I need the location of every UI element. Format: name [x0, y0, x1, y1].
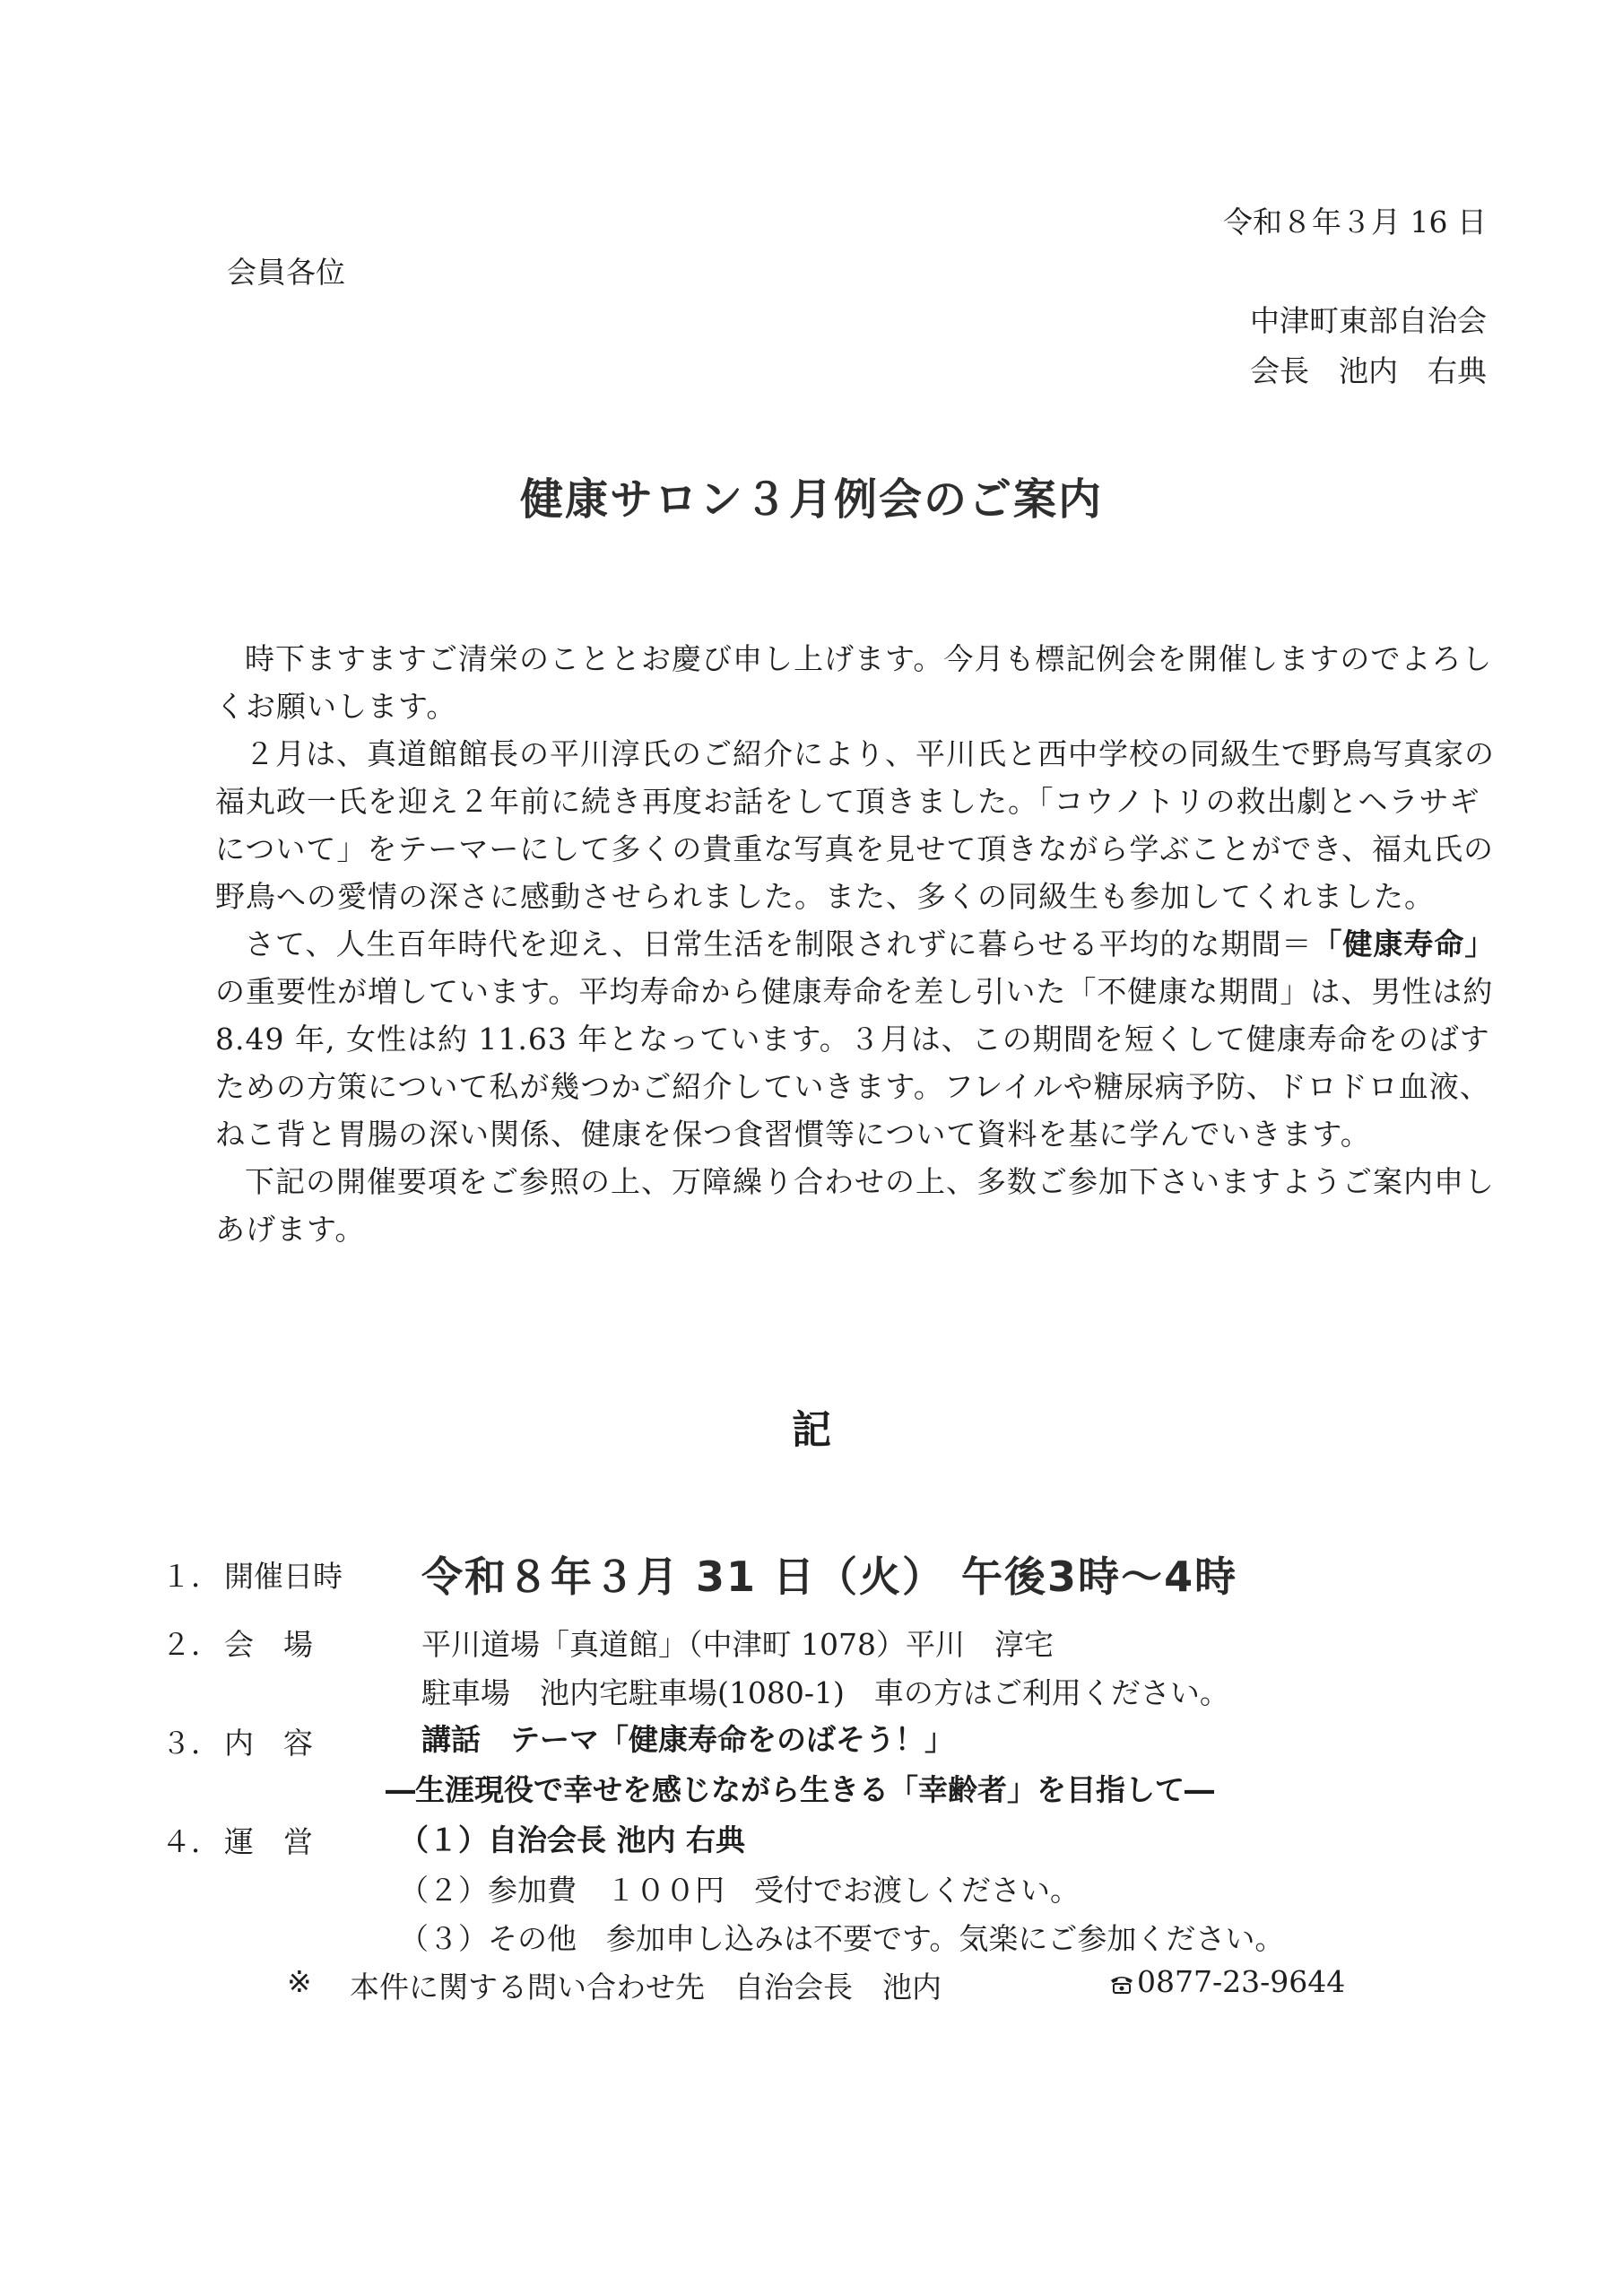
item-label-content: 内 容 — [224, 1726, 313, 1761]
lecture-theme: 講話 テーマ「健康寿命をのばそう！」 — [421, 1722, 954, 1757]
item-number: １． — [161, 1559, 221, 1594]
telephone-icon — [1108, 1973, 1135, 1995]
body-paragraph-february-report: ２月は、真道館館長の平川淳氏のご紹介により、平川氏と西中学校の同級生で野鳥写真家の福丸政一氏を迎え２年前に続き再度お話をして頂きました。「コウノトリの救出劇とヘラサギについて」をテーマーにして多くの貴重な写真を見せて頂きながら学ぶことができ、福丸氏の野鳥への愛情の深さに感動させられました。また、多くの同級生も参加してくれました。 — [215, 736, 1495, 914]
document-title: 健康サロン３月例会のご案内 — [519, 474, 1103, 525]
paragraph-text: の重要性が増しています。平均寿命から健康寿命を差し引いた「不健康な期間」は、男性は約 8.49 年, 女性は約 11.63 年となっています。３月は、この期間を短くして健康寿命をのばすための方策について私が幾つかご紹介していきます。フレイルや糖尿病予防、ドロドロ血液、ねこ背と胃腸の深い関係、健康を保つ食習慣等について資料を基に学んでいきます。 — [215, 974, 1494, 1152]
lecture-subtitle: ―生涯現役で幸せを感じながら生きる「幸齢者」を目指して― — [386, 1772, 1214, 1807]
paragraph-text: さて、人生百年時代を迎え、日常生活を制限されずに暮らせる平均的な期間＝ — [245, 926, 1313, 961]
event-datetime: 令和８年３月 31 日（火） 午後3時～4時 — [421, 1552, 1238, 1601]
note-mark: ※ — [287, 1964, 312, 1999]
addressee: 会員各位 — [227, 255, 345, 290]
item-number: ３． — [161, 1726, 221, 1761]
body-paragraph-march-topic — [215, 920, 1499, 1158]
organization-name: 中津町東部自治会 — [1250, 303, 1487, 338]
operation-other: （３）その他 参加申し込みは不要です。気楽にご参加ください。 — [399, 1921, 1285, 1956]
emphasis-healthy-life-expectancy: 「健康寿命」 — [1312, 926, 1496, 961]
phone-number: 0877-23-9644 — [1137, 1964, 1346, 1999]
item-number: ４． — [161, 1824, 221, 1859]
venue-address: 平川道場「真道館」（中津町 1078）平川 淳宅 — [421, 1627, 1054, 1662]
item-label-datetime: 開催日時 — [224, 1559, 343, 1594]
item-number: ２． — [161, 1627, 221, 1662]
body-paragraph-closing: 下記の開催要項をご参照の上、万障繰り合わせの上、多数ご参加下さいますようご案内申しあげます。 — [215, 1164, 1495, 1247]
body-paragraph-greeting: 時下ますますご清栄のこととお慶び申し上げます。今月も標記例会を開催しますのでよろしくお願いします。 — [215, 641, 1493, 724]
ki-heading: 記 — [792, 1407, 831, 1453]
operation-host: （１）自治会長 池内 右典 — [399, 1822, 745, 1857]
operation-fee: （２）参加費 １００円 受付でお渡しください。 — [399, 1873, 1080, 1908]
president-name: 会長 池内 右典 — [1250, 353, 1487, 388]
letter-body — [215, 635, 1499, 1253]
contact-phone — [1108, 1964, 1345, 1999]
letter-date: 令和８年３月 16 日 — [1223, 204, 1487, 239]
item-label-venue: 会 場 — [224, 1627, 313, 1662]
parking-info: 駐車場 池内宅駐車場(1080-1) 車の方はご利用ください。 — [421, 1675, 1229, 1710]
contact-note: 本件に関する問い合わせ先 自治会長 池内 — [350, 1970, 942, 2005]
item-label-operation: 運 営 — [224, 1824, 313, 1859]
